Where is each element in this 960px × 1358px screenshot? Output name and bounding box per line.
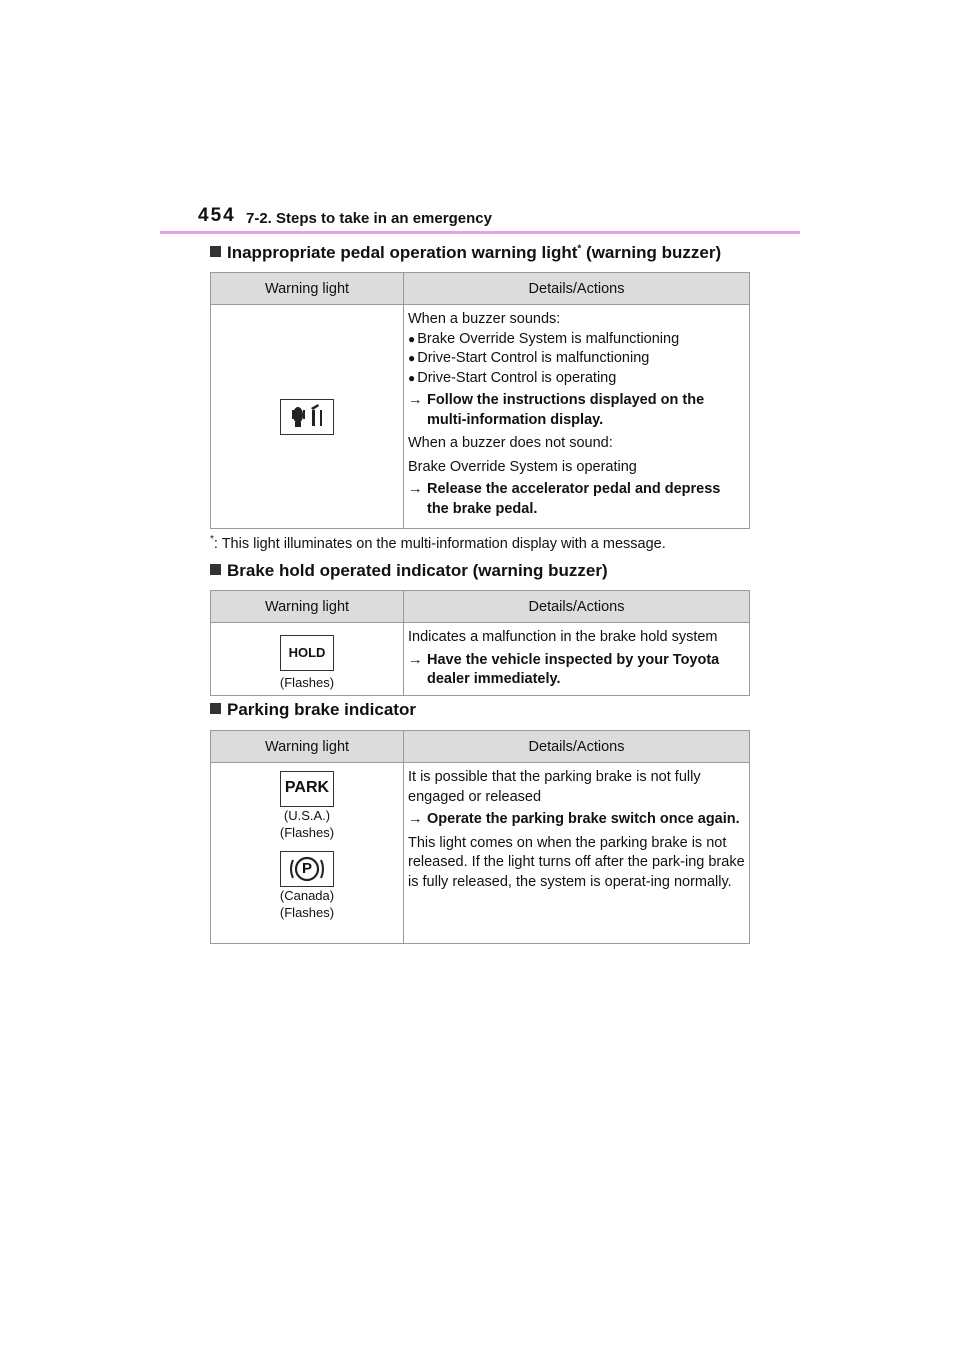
col-details: Details/Actions <box>404 591 750 623</box>
park-indicator-icon: PARK <box>280 771 334 807</box>
icon-cell <box>211 305 404 529</box>
brake-hold-table <box>210 590 750 696</box>
col-warning-light: Warning light <box>211 591 404 623</box>
col-warning-light: Warning light <box>211 731 404 763</box>
details-cell: When a buzzer sounds: ● Brake Override System is malfunctioning ● Drive-Start Control is malfunctioning ● Drive-Start Control is operating → Follow the instructions displayed on the multi-information display. When a buzzer does not sound: Brake Override System is operating → Release the accelerator pedal and depress the brake pedal. <box>404 305 750 529</box>
caption: (Flashes) <box>279 905 335 920</box>
heading-brake-hold: Brake hold operated indicator (warning buzzer) <box>210 561 608 581</box>
action-item: → Operate the parking brake switch once again. <box>408 811 740 827</box>
header-divider <box>160 231 800 234</box>
footnote: *: This light illuminates on the multi-information display with a message. <box>210 534 666 552</box>
caption: (Flashes) <box>279 674 335 690</box>
bullet-item: ● Brake Override System is malfunctioning <box>408 330 745 350</box>
caption: (Flashes) <box>279 825 335 840</box>
icon-cell <box>211 763 404 944</box>
parking-brake-table <box>210 730 750 944</box>
action-item: → Have the vehicle inspected by your Toyota dealer immediately. <box>408 651 720 687</box>
action-item: → Release the accelerator pedal and depress the brake pedal. <box>408 481 721 517</box>
parking-brake-p-icon: P <box>280 851 334 887</box>
heading-parking-brake: Parking brake indicator <box>210 700 416 720</box>
bullet-item: ● Drive-Start Control is malfunctioning <box>408 349 745 369</box>
heading-pedal-warning: Inappropriate pedal operation warning light* (warning buzzer) <box>210 243 721 263</box>
action-item: → Follow the instructions displayed on the multi-information display. <box>408 392 705 428</box>
pedal-warning-table <box>210 272 750 529</box>
col-warning-light: Warning light <box>211 273 404 305</box>
hold-indicator-icon: HOLD <box>280 635 334 671</box>
square-bullet-icon <box>210 564 221 575</box>
details-cell: Indicates a malfunction in the brake hold system → Have the vehicle inspected by your Toyota dealer immediately. <box>404 623 750 696</box>
caption: (Canada) <box>279 888 335 903</box>
square-bullet-icon <box>210 703 221 714</box>
pedal-warning-icon <box>280 399 334 435</box>
details-cell: It is possible that the parking brake is not fully engaged or released → Operate the parking brake switch once again. This light comes on when the parking brake is not released. If the light turns off after the park-ing brake is fully released, the system is operat-ing normally. <box>404 763 750 944</box>
page-number: 454 <box>198 205 236 226</box>
square-bullet-icon <box>210 246 221 257</box>
caption: (U.S.A.) <box>283 808 331 823</box>
bullet-item: ● Drive-Start Control is operating <box>408 369 745 389</box>
icon-cell <box>211 623 404 696</box>
col-details: Details/Actions <box>404 731 750 763</box>
section-title: 7-2. Steps to take in an emergency <box>246 210 492 227</box>
col-details: Details/Actions <box>404 273 750 305</box>
